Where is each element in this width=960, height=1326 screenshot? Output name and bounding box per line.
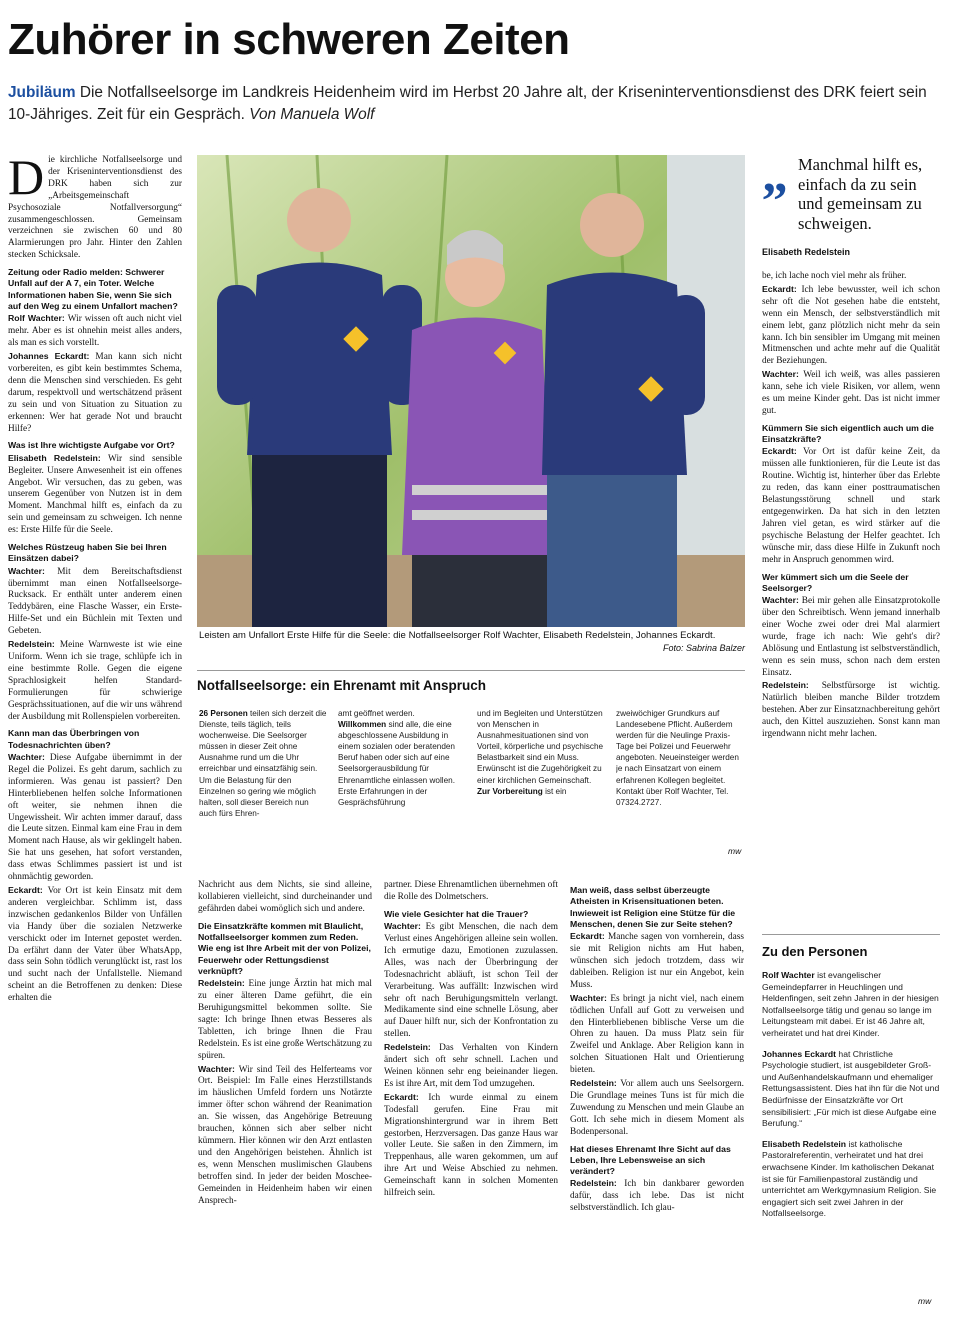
person-name: Rolf Wachter xyxy=(762,970,815,980)
box-column-1 xyxy=(199,708,327,862)
dropcap: D xyxy=(8,155,45,205)
headline: Zuhörer in schweren Zeiten xyxy=(8,15,570,64)
answer-text: Ich bin dankbarer geworden dafür, dass ich lebe. Das ist nicht selbstverständlich. Ich glau- xyxy=(570,1179,744,1214)
box-column-3 xyxy=(477,708,605,862)
answer-text: Weil ich weiß, was alles passieren kann, sehe ich viele Risiken, vor allem, wenn es um meine Kinder geht. Das ist nicht immer gut. xyxy=(762,370,940,416)
speaker-name: Wachter: xyxy=(762,595,802,606)
answer-text: Meine Warnweste ist wie eine Uniform. Wenn ich sie trage, schlüpfe ich in eine bestimmte Rolle. Gegen die eigene Sprachlosigkeit helfen Standard-Formulierungen für schwierige Gesprächssituationen, auf die wir uns während der Ausbildung mit Rollenspielen vorbereiten. xyxy=(8,640,182,722)
pull-quote xyxy=(762,146,940,257)
person-text: hat Christliche Psychologie studiert, ist ausgebildeter Groß- und Außenhandelskaufmann und ehemaliger Rettungsassistent. Dies hat ihn für die Not und Bedürfnisse der Einsatzkräfte vor Ort sensibilisiert: „Für mich ist diese Aufgabe eine Berufung.“ xyxy=(762,1048,940,1129)
answer-text: Wir sind sensible Begleiter. Unsere Anwesenheit ist ein offenes Angebot. Wir versuchen, das zu geben, was unserem Gegenüber von Nutzen ist in dem Moment. Manchmal hilft es, einfach da zu sein und gemeinsam zu schweigen. Ich nenne es: Erste Hilfe für die Seele. xyxy=(8,453,182,536)
column-5 xyxy=(762,271,940,926)
person-name: Johannes Eckardt xyxy=(762,1048,837,1059)
interview-answer xyxy=(384,1092,558,1200)
interview-answer xyxy=(8,885,182,1005)
byline: Von Manuela Wolf xyxy=(249,106,375,123)
speaker-name: Johannes Eckardt: xyxy=(8,351,96,362)
speaker-name: Redelstein: xyxy=(198,978,249,989)
interview-answer xyxy=(8,313,182,350)
box-text: ist ein xyxy=(545,786,567,796)
answer-text: Bei mir gehen alle Einsatzprotokolle über den Schreibtisch. Wenn jemand innerhalb einer Woche zwei oder drei Mal alarmiert wurde, frage ich nach: Wie geht's dir? Ablösung und Entlastung ist selbstverständlich, wenn es sein muss, schon nach dem ersten Einsatz. xyxy=(762,596,940,678)
box-lead: Willkommen xyxy=(338,720,387,730)
box-column-4 xyxy=(616,708,744,862)
intro: Die kirchliche Notfallseelsorge und der Kriseninterventionsdienst des DRK haben sich zur „Arbeitsgemeinschaft Psychosoziale Notfallversorgung“ zusammengeschlossen. Gemeinsam verzeichnen sie zwischen 60 und 80 Alarmierungen pro Jahr. Hinter den Zahlen stecken Schicksale. xyxy=(8,155,182,261)
interview-answer xyxy=(762,680,940,741)
interview-question: Die Einsatzkräfte kommen mit Blaulicht, Notfallseelsorger kommen zum Reden. Wie eng ist Ihre Arbeit mit der von Polizei, Feuerwehr oder Rettungsdienst verknüpft? xyxy=(198,920,371,976)
interview-question: Wer kümmert sich um die Seele der Seelsorger? xyxy=(762,571,909,593)
speaker-name: Eckardt: xyxy=(8,884,48,895)
speaker-name: Wachter: xyxy=(198,1063,239,1074)
kicker: Jubiläum xyxy=(8,84,76,101)
interview-answer xyxy=(384,1042,558,1091)
interview-answer xyxy=(8,453,182,537)
subline-text: Die Notfallseelsorge im Landkreis Heidenheim wird im Herbst 20 Jahre alt, der Kriseninterventionsdienst des DRK feiert sein 10-Jähriges. Zeit für ein Gespräch. xyxy=(8,84,927,123)
interview-answer xyxy=(198,1064,372,1208)
answer-text: Vor Ort ist dafür keine Zeit, da müssen alle funktionieren, für die Leute ist das Routine. Wichtig ist, hinterher über das Erlebte zu reden, das kann einer posttraumatischen Belastungsstörung schnell und stark entgegenwirken. Da hat sich in den letzten Jahren viel getan, es wird stärker auf die psychische Belastung der Helfer geachtet. Ich wünsche mir, dass diese Hilfe in Zukunft noch mehr in Anspruch genommen wird. xyxy=(762,447,940,565)
interview-answer xyxy=(198,880,372,916)
interview-question: Hat dieses Ehrenamt Ihre Sicht auf das Leben, Ihre Lebensweise an sich verändert? xyxy=(570,1143,731,1177)
interview-answer xyxy=(762,284,940,368)
speaker-name: Redelstein: xyxy=(570,1178,625,1189)
interview-answer xyxy=(762,369,940,418)
answer-text: Nachricht aus dem Nichts, sie sind alleine, kollabieren vielleicht, sind durcheinander und gefährden dabei womöglich sich und andere. xyxy=(198,880,372,914)
answer-text: Eine junge Ärztin hat mich mal zu einer älteren Dame geführt, die ein Beruhigungsmittel bekommen sollte. Sie sagte: Ich bringe Ihnen etwas Besseres als Tabletten, ich bringe Ihnen die Frau Redelstein. Es ist eine große Wertschätzung zu spüren. xyxy=(198,979,372,1061)
person-bio xyxy=(762,970,940,1040)
box-text: sind alle, die eine abgeschlossene Ausbildung in einem sozialen oder beratenden Beruf haben oder sich auf eine Seelsorgerausbildung für Ehrenamtliche einlassen wollen. Erste Erfahrungen in der Gesprächsführung xyxy=(338,720,455,807)
interview-answer xyxy=(570,931,744,992)
speaker-name: Redelstein: xyxy=(8,639,60,650)
box-text: amt geöffnet werden. xyxy=(338,709,415,718)
box-lead: Zur Vorbereitung xyxy=(477,786,543,796)
interview-question: Kümmern Sie sich eigentlich auch um die Einsatzkräfte? xyxy=(762,422,934,445)
speaker-name: Wachter: xyxy=(570,992,611,1003)
speaker-name: Eckardt: xyxy=(762,446,803,457)
speaker-name: Elisabeth Redelstein: xyxy=(8,452,109,463)
answer-text: be, ich lache noch viel mehr als früher. xyxy=(762,271,907,281)
interview-answer xyxy=(762,446,940,566)
box-text: zweiwöchiger Grundkurs auf Landesebene Pflicht. Außerdem werden für die Neulinge Praxis-Tage bei Polizei und Feuerwehr angeboten. Neueinsteiger werden je nach Einsatzart von einem erfahrenen Kollegen begleitet. Kontakt über Rolf Wachter, Tel. 07324.2727. xyxy=(616,709,739,807)
persons-title: Zu den Personen xyxy=(762,944,868,959)
subline xyxy=(8,82,952,126)
person-name: Elisabeth Redelstein xyxy=(762,1138,847,1149)
interview-answer xyxy=(198,978,372,1062)
article-photo xyxy=(197,155,745,627)
speaker-name: Redelstein: xyxy=(384,1042,440,1053)
quote-text: Manchmal hilft es, einfach da zu sein und gemeinsam zu schweigen. xyxy=(798,155,923,233)
interview-answer xyxy=(762,271,940,283)
answer-text: Es gibt Menschen, die nach dem Verlust eines Angehörigen alleine sein wollen. Ich ermutige dazu, Emotionen zuzulassen. Alles, was nach der Überbringung der Todesnachricht abläuft, ist schon Teil der Verarbeitung. Was auffällt: Inzwischen wird sehr oft nach Beruhigungsmitteln verlangt. Medikamente sind eine schnelle Lösung, aber auf Dauer hilft nur, sich der Konfrontation zu stellen. xyxy=(384,922,558,1040)
answer-text: Ich lebe bewusster, weil ich schon sehr oft die Not gesehen habe die entsteht, wenn ein Mensch, der selbstverständlich mit einem lebt, ganz plötzlich nicht mehr da sein kann. Ich bin sensibler im Umgang mit meinen Mitmenschen und achte mehr auf die Qualität der Beziehungen. xyxy=(762,284,940,367)
answer-text: Wir sind Teil des Helferteams vor Ort. Beispiel: Im Falle eines Herzstillstands im häuslichen Umfeld fordern uns Notärzte immer öfter schon während der Reanimation an. Sie wissen, das Angehörige Betreuung brauchen, können sich aber selber nicht kümmern. Hier können wir den Arzt entlasten und den Angehörigen beistehen. Ähnlich ist es, wenn Menschen muslimischen Glaubens betroffen sind. In jeder der beiden Moschee-Gemeinden in Heidenheim haben wir einen Ansprech- xyxy=(198,1064,372,1206)
interview-question: Welches Rüstzeug haben Sie bei Ihren Einsätzen dabei? xyxy=(8,542,167,564)
person-text: ist evangelischer Gemeindepfarrer in Heuchlingen und Heldenfingen, seit zehn Jahren in der hiesigen Notfallseelsorge tätig und genau so lange im Leitungsteam mit dabei. Er ist 46 Jahre alt, verheiratet und hat drei Kinder. xyxy=(762,970,939,1038)
speaker-name: Wachter: xyxy=(8,565,58,576)
photo-caption: Leisten am Unfallort Erste Hilfe für die Seele: die Notfallseelsorger Rolf Wachter, Elisabeth Redelstein, Johannes Eckardt. xyxy=(199,630,716,641)
speaker-name: Wachter: xyxy=(8,752,50,763)
column-1 xyxy=(8,155,182,1320)
interview-question: Wie viele Gesichter hat die Trauer? xyxy=(384,908,529,919)
interview-answer xyxy=(762,595,940,679)
speaker-name: Rolf Wachter: xyxy=(8,313,68,324)
speaker-name: Redelstein: xyxy=(570,1078,621,1089)
answer-text: Selbstfürsorge ist wichtig. Natürlich bleiben manche Bilder trotzdem bestehen. Aber zur Einsatznachbereitung gehört auch, den Kittel auszuziehen. Sonst kann man irgendwann nicht mehr lachen. xyxy=(762,681,940,740)
interview-answer xyxy=(570,1078,744,1139)
speaker-name: Eckardt: xyxy=(570,931,608,942)
box-lead: 26 Personen xyxy=(199,709,248,718)
answer-text: Mit dem Bereitschaftsdienst übernimmt man einen Notfallseelsorge-Rucksack. Er enthält unter anderem einen Teddybären, eine Flasche Wasser, ein Erste-Hilfe-Set und ein Büchlein mit Texten und Gebeten. xyxy=(8,566,182,637)
persons-signature: mw xyxy=(918,1296,932,1306)
column-2 xyxy=(198,880,372,1320)
quote-author: Elisabeth Redelstein xyxy=(762,247,851,257)
interview-answer xyxy=(384,880,558,904)
column-4 xyxy=(570,880,744,1320)
box-column-2 xyxy=(338,708,466,862)
person-bio xyxy=(762,1139,940,1220)
answer-text: Wir wissen oft auch nicht viel mehr. Aber es ist ohnehin meist alles anders, als man es sich vorstellt. xyxy=(8,314,182,349)
speaker-name: Eckardt: xyxy=(384,1091,429,1102)
photo-illustration xyxy=(197,155,745,627)
interview-question: Kann man das Überbringen von Todesnachrichten üben? xyxy=(8,728,140,750)
answer-text: Vor allem auch uns Seelsorgern. Die Grundlage meines Tuns ist für mich die Zuwendung zu Menschen und mein Glaube an Gott. Ich sehe mich in diesem Moment als Bodenpersonal. xyxy=(570,1079,744,1137)
column-3 xyxy=(384,880,558,1320)
answer-text: Vor Ort ist kein Einsatz mit dem anderen vergleichbar. Schlimm ist, dass inzwischen gedankenlos Bilder von Unfällen via Handy über die sozialen Netzwerke verschickt oder im Internet gepostet werden. Da erfährt dann der Vater über WhatsApp, dass sein Sohn tödlich verunglückt ist, rast los und sucht nach der Unfallstelle. Niemand scheint an die Betroffenen zu denken: Diese erhalten die xyxy=(8,885,182,1004)
answer-text: Es bringt ja nicht viel, nach einem tödlichen Unfall auf Gott zu verweisen und den Hinterbliebenen biblische Verse um die Ohren zu hauen. Da muss Platz sein für Zweifel und Anklage. Aber Religion kann in solchen Situationen Halt und Orientierung bieten. xyxy=(570,993,744,1076)
interview-answer xyxy=(8,351,182,435)
answer-text: Das Verhalten von Kindern ändert sich oft sehr schnell. Lachen und Weinen können sehr eng beieinander liegen. Es ist ihre Art, mit dem Tod umzugehen. xyxy=(384,1043,558,1089)
interview-question: Was ist Ihre wichtigste Aufgabe vor Ort? xyxy=(8,440,175,451)
persons-divider xyxy=(762,934,940,935)
interview-question: Zeitung oder Radio melden: Schwerer Unfall auf der A 7, ein Toter. Welche Informationen haben Sie, wenn Sie sich auf den Weg zu einem Unfallort machen? xyxy=(8,267,178,312)
box-title: Notfallseelsorge: ein Ehrenamt mit Anspruch xyxy=(197,678,487,693)
answer-text: Manche sagen von vornherein, dass sie mit Religion nichts am Hut haben, wünschen sich jedoch trotzdem, dass wir dableiben. Religion ist nur ein Angebot, kein Muss. xyxy=(570,932,744,990)
speaker-name: Redelstein: xyxy=(762,680,822,691)
person-bio xyxy=(762,1049,940,1130)
photo-credit: Foto: Sabrina Balzer xyxy=(662,643,745,653)
speaker-name: Eckardt: xyxy=(762,283,802,294)
box-signature: mw xyxy=(728,846,742,856)
interview-question: Man weiß, dass selbst überzeugte Atheisten in Krisensituationen beten. Inwieweit ist Religion eine Stütze für die Menschen, denen Sie zur Seite stehen? xyxy=(570,885,736,929)
answer-text: Ich wurde einmal zu einem Todesfall gerufen. Eine Frau mit Migrationshintergrund war in ihrem Bett gestorben, Herzversagen. Das ganze Haus war voller Leute. Sie saßen in den Zimmern, im Treppenhaus, alle waren gekommen, um auf ihre Art und Weise Abschied zu nehmen. Gemeinschaft kann in solchen Momenten hilfreich sein. xyxy=(384,1092,558,1199)
interview-answer xyxy=(8,752,182,884)
interview-answer xyxy=(570,1178,744,1215)
speaker-name: Wachter: xyxy=(762,369,804,380)
interview-answer xyxy=(384,921,558,1041)
speaker-name: Wachter: xyxy=(384,921,426,932)
interview-answer xyxy=(8,639,182,723)
answer-text: partner. Diese Ehrenamtlichen übernehmen oft die Rolle des Dolmetschers. xyxy=(384,880,558,902)
person-text: ist katholische Pastoralreferentin, verheiratet und hat drei erwachsene Kinder. Im katholischen Dekanat ist sie für Familienpastoral zuständig und unterrichtet am Werkgymnasium Religion. Sie engagiert sich seit zwei Jahren in der Notfallseelsorge. xyxy=(762,1138,937,1219)
interview-answer xyxy=(570,993,744,1077)
quote-mark-icon: „ xyxy=(762,146,788,203)
answer-text: Man kann sich nicht vorbereiten, es gibt kein bestimmtes Schema, denn die Menschen sind verschieden. Es geht darum, respektvoll und wertschätzend präsent zu sein und von Situation zu Situation zu erkennen: Wer hat gerade Not und braucht Hilfe? xyxy=(8,352,182,434)
box-text: teilen sich derzeit die Dienste, teils täglich, teils wochenweise. Die Seelsorger müssen in dieser Zeit ohne Ausnahme rund um die Uhr erreichbar und einsatzfähig sein. Um die Belastung für den Einzelnen so gering wie möglich halten, soll dieser Bereich nun auch fürs Ehren- xyxy=(199,709,327,818)
answer-text: Diese Aufgabe übernimmt in der Regel die Polizei. Es geht darum, sachlich zu informieren. Was genau ist passiert? Den Hinterbliebenen helfen solche Informationen oft weiter, sie nehmen ihnen die Ungewissheit. Wir achten immer darauf, dass die Leute sitzen. Einmal kam eine Frau in dem Moment nach Hause, als wir geklingelt haben. Sie hat uns gesehen, hat sofort verstanden, dass etwas Schlimmes passiert ist und ist ohnmächtig geworden. xyxy=(8,753,182,883)
interview-answer xyxy=(8,566,182,638)
box-text: und im Begleiten und Unterstützen von Menschen in Ausnahmesituationen sind von Vorteil, körperliche und psychische Belastbarkeit sind ein Muss. Erwünscht ist die Zugehörigkeit zu einer kirchlichen Gemeinschaft. xyxy=(477,709,604,785)
persons-box xyxy=(762,970,940,1229)
box-divider xyxy=(197,670,745,671)
